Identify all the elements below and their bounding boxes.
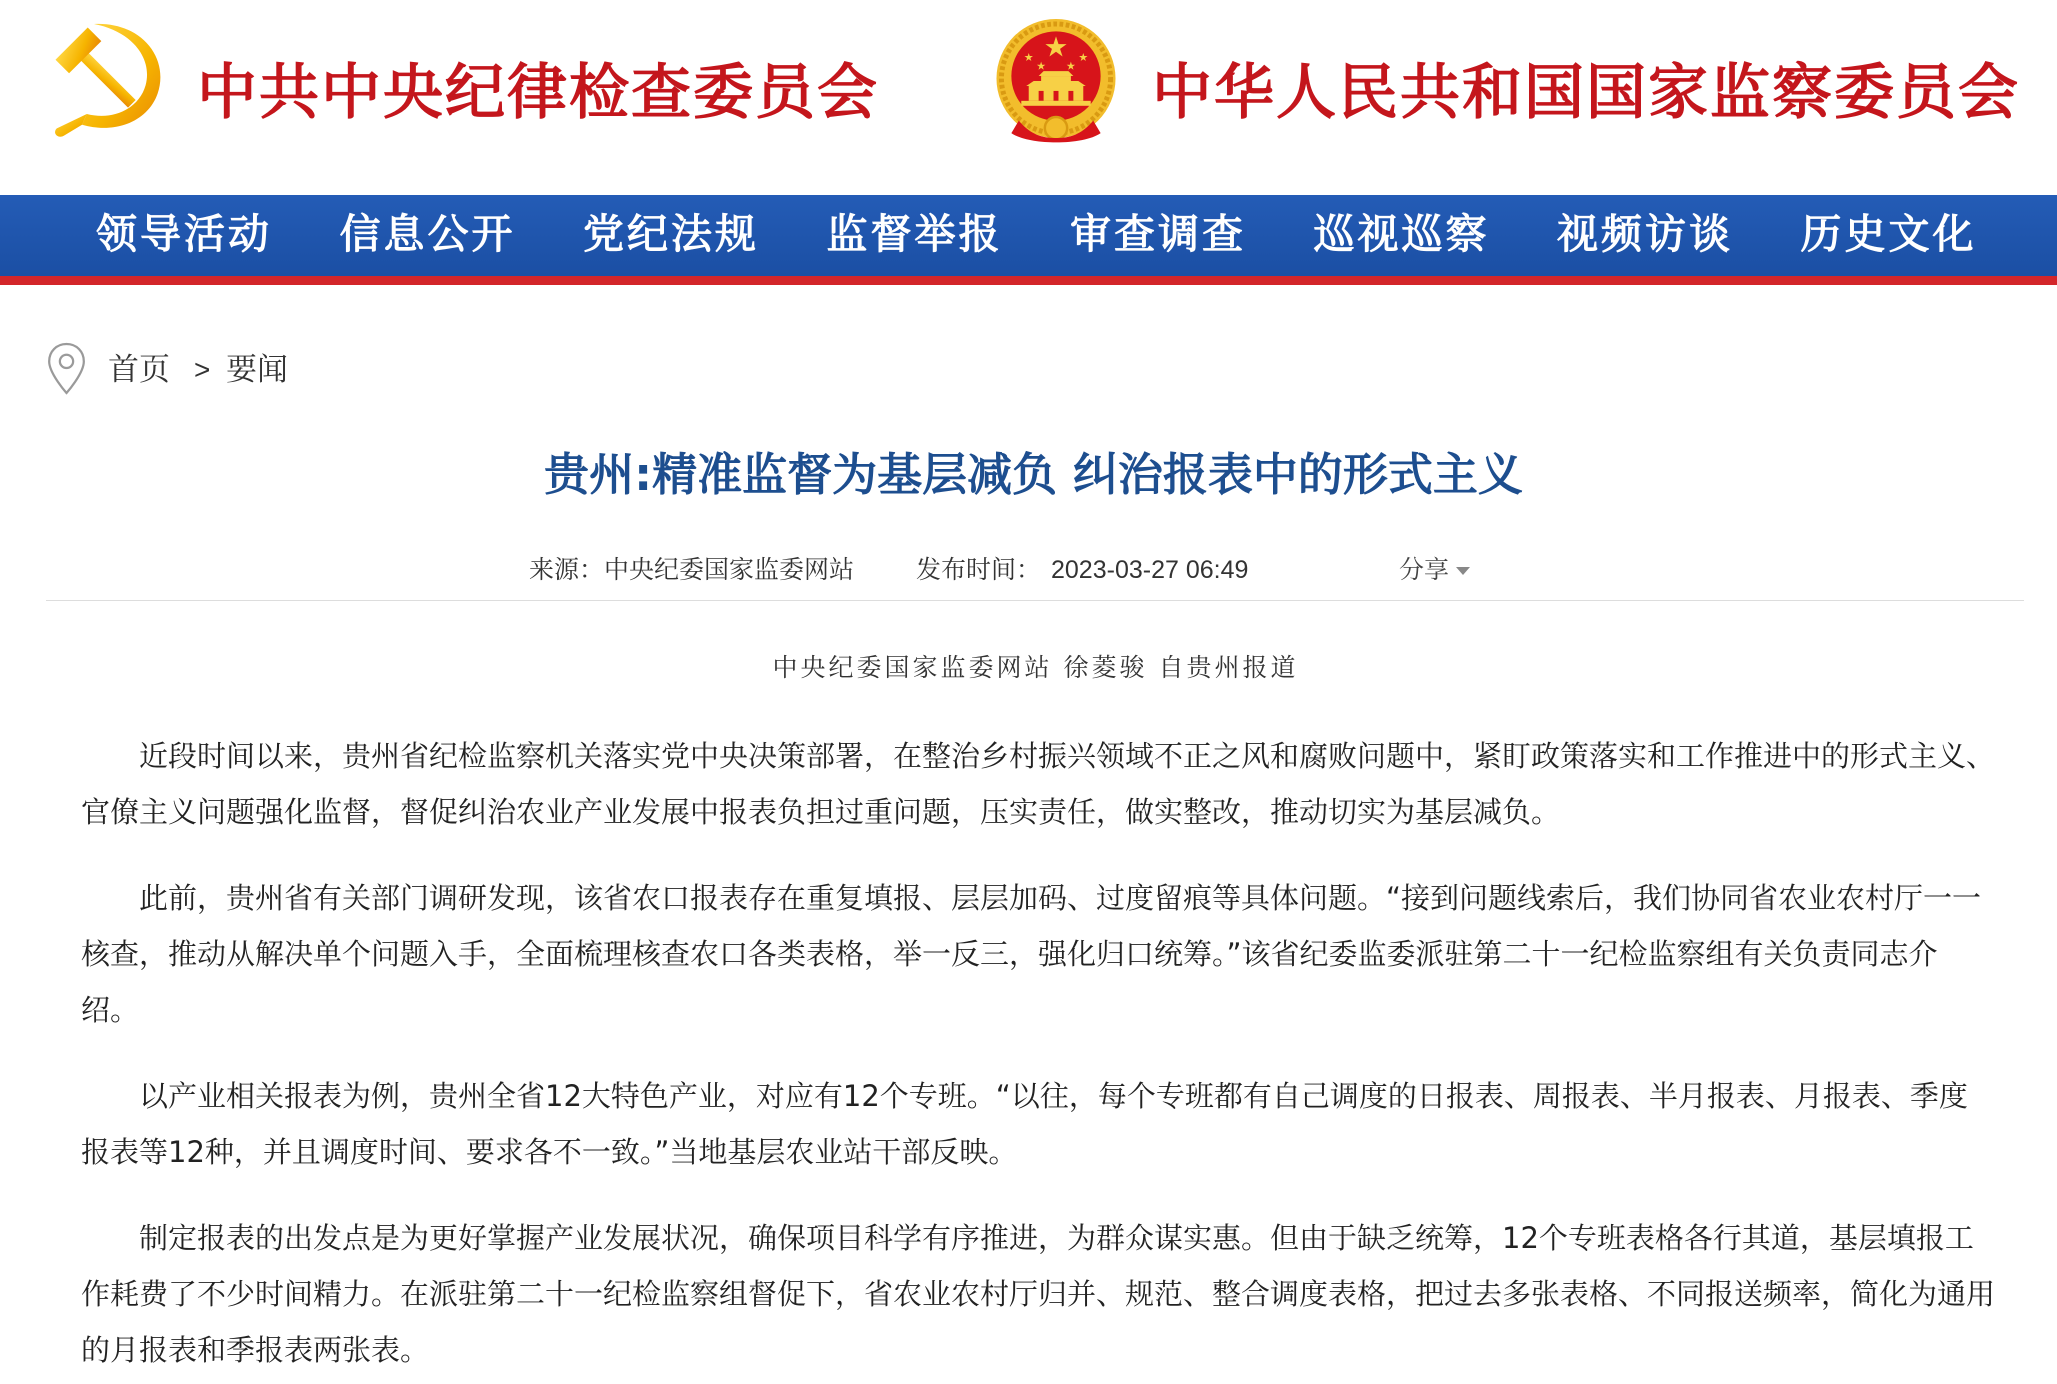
share-button[interactable]	[1399, 552, 1470, 588]
article-source	[529, 552, 854, 588]
article-paragraph: 制定报表的出发点是为更好掌握产业发展状况，确保项目科学有序推进，为群众谋实惠。但由于缺乏统筹，12个专班表格各行其道，基层填报工作耗费了不少时间精力。在派驻第二十一纪检监察组督促下，省农业农村厅归并、规范、整合调度表格，把过去多张表格、不同报送频率，简化为通用的月报表和季报表两张表。	[81, 1221, 1996, 1367]
location-pin-icon	[46, 342, 87, 395]
nav-item-information-disclosure[interactable]: 信息公开	[339, 210, 516, 258]
breadcrumb-current-link[interactable]: 要闻	[226, 352, 288, 388]
header-divider	[46, 600, 2024, 601]
source-value: 中央纪委国家监委网站	[604, 555, 855, 584]
article-title: 贵州:精准监督为基层减负 纠治报表中的形式主义	[544, 448, 1523, 501]
source-label: 来源：	[529, 555, 605, 584]
article-paragraph: 近段时间以来，贵州省纪检监察机关落实党中央决策部署，在整治乡村振兴领域不正之风和腐败问题中，紧盯政策落实和工作推进中的形式主义、官僚主义问题强化监督，督促纠治农业产业发展中报表负担过重问题，压实责任，做实整改，推动切实为基层减负。	[81, 739, 1996, 829]
nsc-title: 中华人民共和国国家监察委员会	[1152, 58, 2020, 128]
article-byline: 中央纪委国家监委网站 徐菱骏 自贵州报道	[772, 653, 1299, 682]
national-emblem-icon	[994, 16, 1118, 146]
party-emblem-icon	[46, 17, 166, 139]
nav-item-supervision-reporting[interactable]: 监督举报	[826, 210, 1003, 258]
article-paragraph: 此前，贵州省有关部门调研发现，该省农口报表存在重复填报、层层加码、过度留痕等具体问题。“接到问题线索后，我们协同省农业农村厅一一核查，推动从解决单个问题入手，全面梳理核查农口各类表格，举一反三，强化归口统筹。”该省纪委监委派驻第二十一纪检监察组有关负责同志介绍。	[81, 881, 1982, 1027]
publish-time-label: 发布时间：	[916, 555, 1042, 584]
share-label: 分享	[1399, 555, 1450, 584]
nav-item-video-interviews[interactable]: 视频访谈	[1557, 210, 1733, 258]
ccdi-title: 中共中央纪律检查委员会	[197, 58, 879, 128]
breadcrumb-home-link[interactable]: 首页	[108, 352, 170, 388]
nav-item-history-culture[interactable]: 历史文化	[1800, 210, 1977, 258]
main-nav	[0, 195, 2057, 276]
caret-down-icon	[1456, 567, 1470, 575]
site-header	[0, 0, 2057, 195]
nav-item-leadership-activities[interactable]: 领导活动	[96, 210, 272, 258]
article-paragraph: 以产业相关报表为例，贵州全省12大特色产业，对应有12个专班。“以往，每个专班都有自己调度的日报表、周报表、半月报表、月报表、季度报表等12种，并且调度时间、要求各不一致。”当地基层农业站干部反映。	[81, 1079, 1968, 1169]
nav-item-party-regulations[interactable]: 党纪法规	[583, 210, 759, 258]
publish-time-value: 2023-03-27 06:49	[1051, 556, 1249, 584]
breadcrumb-separator: >	[194, 354, 211, 385]
article-body	[81, 728, 1995, 1384]
nav-item-inspection-tours[interactable]: 巡视巡察	[1313, 210, 1490, 258]
nav-item-investigation[interactable]: 审查调查	[1070, 210, 1246, 258]
nav-bottom-stripe	[0, 276, 2057, 285]
